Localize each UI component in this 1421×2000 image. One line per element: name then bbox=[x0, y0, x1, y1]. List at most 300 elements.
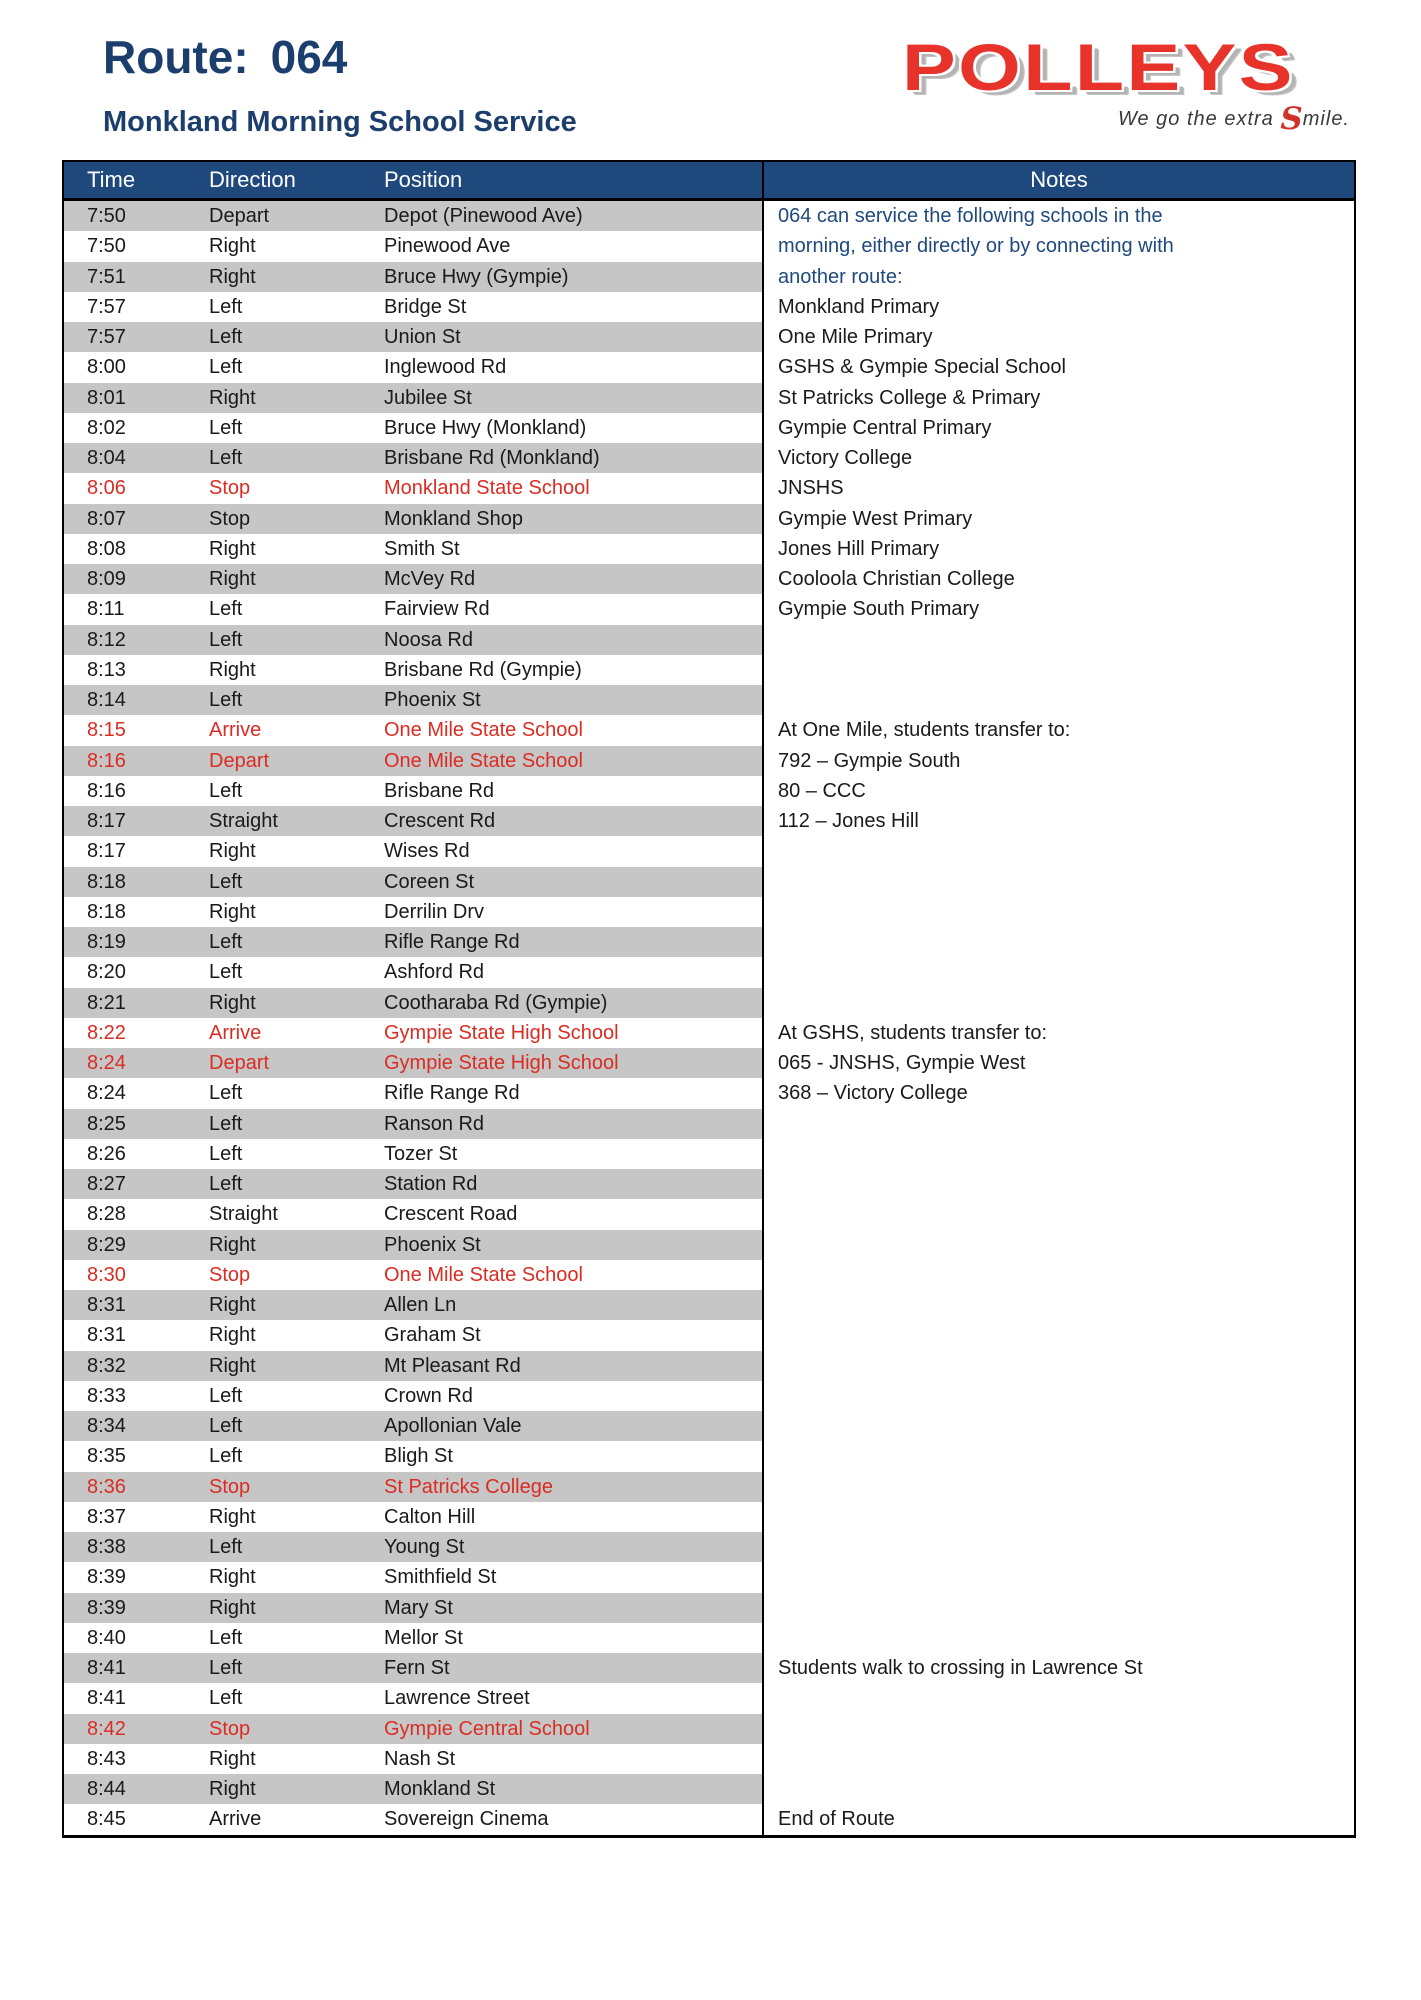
cell-time: 8:39 bbox=[87, 1566, 126, 1589]
cell-note: 792 – Gympie South bbox=[762, 746, 1354, 776]
table-row bbox=[64, 957, 1354, 987]
cell-position: Smithfield St bbox=[384, 1566, 497, 1589]
row-left-group bbox=[64, 1804, 762, 1834]
cell-position: Phoenix St bbox=[384, 689, 481, 711]
cell-direction: Right bbox=[209, 1747, 256, 1770]
cell-direction: Left bbox=[209, 689, 243, 711]
row-left-group bbox=[64, 564, 762, 594]
route-number: 064 bbox=[270, 31, 348, 83]
table-row bbox=[64, 927, 1354, 957]
cell-time: 8:02 bbox=[87, 416, 126, 439]
cell-position: Allen Ln bbox=[384, 1294, 457, 1316]
cell-position: Crown Rd bbox=[384, 1384, 473, 1407]
row-left-group bbox=[64, 1078, 762, 1108]
row-left-group bbox=[64, 1109, 762, 1139]
cell-time: 7:50 bbox=[87, 235, 126, 258]
tagline-prefix: We go the extra bbox=[1117, 108, 1281, 130]
table-row bbox=[64, 504, 1354, 534]
table-row bbox=[64, 1744, 1354, 1774]
cell-time: 8:33 bbox=[87, 1384, 126, 1407]
cell-position: Monkland St bbox=[384, 1778, 496, 1800]
cell-position: Sovereign Cinema bbox=[384, 1808, 549, 1831]
cell-position: Crescent Rd bbox=[384, 810, 496, 832]
cell-time: 8:34 bbox=[87, 1415, 126, 1437]
cell-time: 8:00 bbox=[87, 356, 126, 379]
cell-direction: Straight bbox=[209, 1203, 278, 1226]
table-row bbox=[64, 836, 1354, 866]
row-left-group bbox=[64, 1502, 762, 1532]
cell-time: 8:18 bbox=[87, 870, 126, 893]
cell-note bbox=[762, 1320, 1354, 1350]
cell-note bbox=[762, 1230, 1354, 1260]
table-row bbox=[64, 1109, 1354, 1139]
cell-position: Depot (Pinewood Ave) bbox=[384, 205, 583, 227]
cell-position: Rifle Range Rd bbox=[384, 931, 520, 953]
cell-note: 064 can service the following schools in the bbox=[762, 201, 1354, 231]
cell-position: Monkland Shop bbox=[384, 507, 523, 530]
table-row bbox=[64, 1804, 1354, 1834]
cell-direction: Stop bbox=[209, 1475, 251, 1498]
cell-note: End of Route bbox=[762, 1804, 1354, 1834]
cell-position: Inglewood Rd bbox=[384, 356, 507, 379]
cell-time: 8:19 bbox=[87, 931, 126, 953]
row-left-group bbox=[64, 594, 762, 624]
row-left-group bbox=[64, 867, 762, 897]
cell-note: another route: bbox=[762, 262, 1354, 292]
cell-note bbox=[762, 1774, 1354, 1804]
cell-direction: Left bbox=[209, 326, 243, 348]
row-left-group bbox=[64, 655, 762, 685]
cell-position: Bridge St bbox=[384, 295, 467, 318]
cell-time: 8:16 bbox=[87, 779, 126, 802]
cell-note bbox=[762, 1411, 1354, 1441]
table-row bbox=[64, 1774, 1354, 1804]
cell-direction: Left bbox=[209, 416, 243, 439]
cell-time: 8:29 bbox=[87, 1233, 126, 1256]
table-row bbox=[64, 1351, 1354, 1381]
cell-direction: Right bbox=[209, 1324, 256, 1347]
row-left-group bbox=[64, 927, 762, 957]
cell-position: Derrilin Drv bbox=[384, 900, 484, 923]
cell-position: Bruce Hwy (Monkland) bbox=[384, 416, 587, 439]
cell-note bbox=[762, 867, 1354, 897]
row-left-group bbox=[64, 413, 762, 443]
cell-note bbox=[762, 1381, 1354, 1411]
cell-time: 7:57 bbox=[87, 295, 126, 318]
cell-note bbox=[762, 1593, 1354, 1623]
cell-note: 80 – CCC bbox=[762, 776, 1354, 806]
cell-note: 368 – Victory College bbox=[762, 1078, 1354, 1108]
cell-time: 8:45 bbox=[87, 1808, 126, 1831]
cell-note bbox=[762, 1714, 1354, 1744]
cell-time: 8:21 bbox=[87, 991, 126, 1014]
cell-position: Jubilee St bbox=[384, 386, 472, 409]
cell-position: Pinewood Ave bbox=[384, 235, 511, 258]
cell-time: 7:51 bbox=[87, 265, 126, 288]
table-row bbox=[64, 1593, 1354, 1623]
cell-direction: Depart bbox=[209, 205, 270, 227]
cell-direction: Depart bbox=[209, 749, 270, 772]
row-left-group bbox=[64, 1018, 762, 1048]
cell-time: 8:25 bbox=[87, 1112, 126, 1135]
cell-position: Smith St bbox=[384, 537, 460, 560]
cell-time: 8:41 bbox=[87, 1687, 126, 1710]
cell-position: Rifle Range Rd bbox=[384, 1082, 520, 1105]
cell-time: 8:24 bbox=[87, 1052, 126, 1074]
cell-note bbox=[762, 1441, 1354, 1471]
cell-note bbox=[762, 1562, 1354, 1592]
row-left-group bbox=[64, 988, 762, 1018]
cell-direction: Left bbox=[209, 1384, 243, 1407]
cell-position: Lawrence Street bbox=[384, 1687, 530, 1710]
cell-direction: Left bbox=[209, 961, 243, 984]
row-left-group bbox=[64, 1230, 762, 1260]
column-header-position: Position bbox=[384, 167, 463, 192]
cell-note: morning, either directly or by connecting with bbox=[762, 231, 1354, 261]
row-left-group bbox=[64, 262, 762, 292]
row-left-group bbox=[64, 625, 762, 655]
cell-position: Gympie State High School bbox=[384, 1021, 619, 1044]
cell-direction: Left bbox=[209, 356, 243, 379]
cell-time: 8:32 bbox=[87, 1354, 126, 1377]
cell-note: Cooloola Christian College bbox=[762, 564, 1354, 594]
cell-direction: Right bbox=[209, 900, 256, 923]
cell-note: 065 - JNSHS, Gympie West bbox=[762, 1048, 1354, 1078]
cell-time: 8:17 bbox=[87, 810, 126, 832]
table-row bbox=[64, 594, 1354, 624]
cell-position: Apollonian Vale bbox=[384, 1415, 522, 1437]
cell-note: Monkland Primary bbox=[762, 292, 1354, 322]
cell-note bbox=[762, 988, 1354, 1018]
table-row bbox=[64, 473, 1354, 503]
cell-direction: Straight bbox=[209, 810, 278, 832]
table-row bbox=[64, 262, 1354, 292]
table-row bbox=[64, 1683, 1354, 1713]
cell-time: 8:15 bbox=[87, 719, 126, 742]
table-row bbox=[64, 685, 1354, 715]
row-left-group bbox=[64, 1623, 762, 1653]
column-header-direction: Direction bbox=[209, 167, 296, 192]
cell-direction: Left bbox=[209, 447, 243, 469]
brand-logo-block bbox=[902, 30, 1350, 137]
cell-direction: Left bbox=[209, 1536, 243, 1558]
row-left-group bbox=[64, 383, 762, 413]
cell-note: At GSHS, students transfer to: bbox=[762, 1018, 1354, 1048]
column-header-time: Time bbox=[87, 167, 136, 192]
row-left-group bbox=[64, 504, 762, 534]
cell-note bbox=[762, 1109, 1354, 1139]
cell-position: Wises Rd bbox=[384, 840, 470, 863]
cell-time: 8:01 bbox=[87, 386, 126, 409]
cell-direction: Left bbox=[209, 1687, 243, 1710]
cell-position: Brisbane Rd (Monkland) bbox=[384, 447, 600, 469]
row-left-group bbox=[64, 443, 762, 473]
cell-position: Fern St bbox=[384, 1657, 450, 1679]
cell-direction: Arrive bbox=[209, 1808, 262, 1831]
table-row bbox=[64, 1199, 1354, 1229]
cell-time: 8:39 bbox=[87, 1596, 126, 1619]
row-left-group bbox=[64, 231, 762, 261]
table-row bbox=[64, 625, 1354, 655]
row-left-group bbox=[64, 1472, 762, 1502]
row-left-group bbox=[64, 715, 762, 745]
row-left-group bbox=[64, 1744, 762, 1774]
cell-note: Gympie Central Primary bbox=[762, 413, 1354, 443]
row-left-group bbox=[64, 1532, 762, 1562]
table-row bbox=[64, 292, 1354, 322]
table-row bbox=[64, 1320, 1354, 1350]
cell-direction: Right bbox=[209, 1505, 256, 1528]
cell-time: 8:41 bbox=[87, 1657, 126, 1679]
cell-note: One Mile Primary bbox=[762, 322, 1354, 352]
tagline-suffix: mile. bbox=[1302, 108, 1350, 130]
cell-time: 8:31 bbox=[87, 1294, 126, 1316]
cell-note: Jones Hill Primary bbox=[762, 534, 1354, 564]
cell-position: Graham St bbox=[384, 1324, 481, 1347]
row-left-group bbox=[64, 1774, 762, 1804]
row-left-group bbox=[64, 534, 762, 564]
table-row bbox=[64, 1018, 1354, 1048]
cell-direction: Left bbox=[209, 870, 243, 893]
cell-note bbox=[762, 655, 1354, 685]
schedule-table bbox=[62, 160, 1356, 1838]
row-left-group bbox=[64, 352, 762, 382]
cell-note bbox=[762, 1472, 1354, 1502]
cell-direction: Right bbox=[209, 235, 256, 258]
row-left-group bbox=[64, 1562, 762, 1592]
table-row bbox=[64, 746, 1354, 776]
table-row bbox=[64, 655, 1354, 685]
cell-time: 8:24 bbox=[87, 1082, 126, 1105]
row-left-group bbox=[64, 1441, 762, 1471]
cell-time: 8:43 bbox=[87, 1747, 126, 1770]
row-left-group bbox=[64, 1351, 762, 1381]
table-row bbox=[64, 1714, 1354, 1744]
cell-position: Bligh St bbox=[384, 1445, 453, 1468]
cell-position: Brisbane Rd bbox=[384, 779, 495, 802]
cell-time: 7:50 bbox=[87, 205, 126, 227]
cell-note: GSHS & Gympie Special School bbox=[762, 352, 1354, 382]
row-left-group bbox=[64, 1260, 762, 1290]
cell-time: 8:42 bbox=[87, 1717, 126, 1740]
row-left-group bbox=[64, 836, 762, 866]
cell-time: 8:04 bbox=[87, 447, 126, 469]
cell-position: Brisbane Rd (Gympie) bbox=[384, 658, 582, 681]
row-left-group bbox=[64, 1320, 762, 1350]
cell-position: Calton Hill bbox=[384, 1505, 476, 1528]
row-left-group bbox=[64, 473, 762, 503]
cell-position: Station Rd bbox=[384, 1173, 478, 1195]
cell-note: Gympie West Primary bbox=[762, 504, 1354, 534]
row-left-group bbox=[64, 806, 762, 836]
cell-note bbox=[762, 1199, 1354, 1229]
cell-time: 8:13 bbox=[87, 658, 126, 681]
page-subtitle: Monkland Morning School Service bbox=[103, 106, 577, 138]
cell-note bbox=[762, 1351, 1354, 1381]
cell-note bbox=[762, 1260, 1354, 1290]
cell-note: Gympie South Primary bbox=[762, 594, 1354, 624]
row-left-group bbox=[64, 1714, 762, 1744]
table-row bbox=[64, 564, 1354, 594]
cell-position: Nash St bbox=[384, 1747, 456, 1770]
cell-note bbox=[762, 1502, 1354, 1532]
cell-time: 8:22 bbox=[87, 1021, 126, 1044]
cell-note bbox=[762, 1139, 1354, 1169]
route-label: Route: bbox=[103, 31, 249, 83]
table-row bbox=[64, 1623, 1354, 1653]
cell-position: Coreen St bbox=[384, 870, 475, 893]
cell-direction: Left bbox=[209, 1082, 243, 1105]
cell-time: 8:09 bbox=[87, 568, 126, 590]
cell-time: 8:11 bbox=[87, 598, 125, 621]
table-row bbox=[64, 1653, 1354, 1683]
cell-direction: Left bbox=[209, 1445, 243, 1468]
cell-note: At One Mile, students transfer to: bbox=[762, 715, 1354, 745]
table-row bbox=[64, 443, 1354, 473]
cell-position: One Mile State School bbox=[384, 749, 583, 772]
cell-direction: Arrive bbox=[209, 719, 262, 742]
cell-direction: Depart bbox=[209, 1052, 270, 1074]
cell-position: One Mile State School bbox=[384, 719, 583, 742]
cell-time: 8:27 bbox=[87, 1173, 126, 1195]
cell-position: Mt Pleasant Rd bbox=[384, 1354, 521, 1377]
cell-direction: Arrive bbox=[209, 1021, 262, 1044]
cell-position: Gympie State High School bbox=[384, 1052, 619, 1074]
cell-note bbox=[762, 685, 1354, 715]
row-left-group bbox=[64, 322, 762, 352]
cell-direction: Left bbox=[209, 628, 243, 651]
cell-position: Crescent Road bbox=[384, 1203, 518, 1226]
cell-direction: Right bbox=[209, 658, 256, 681]
cell-position: McVey Rd bbox=[384, 568, 476, 590]
table-row bbox=[64, 352, 1354, 382]
cell-time: 8:40 bbox=[87, 1626, 126, 1649]
cell-direction: Left bbox=[209, 1626, 243, 1649]
cell-direction: Right bbox=[209, 386, 256, 409]
cell-time: 8:20 bbox=[87, 961, 126, 984]
table-header bbox=[64, 162, 1354, 201]
row-left-group bbox=[64, 1139, 762, 1169]
cell-position: One Mile State School bbox=[384, 1263, 583, 1286]
cell-time: 8:12 bbox=[87, 628, 126, 651]
table-row bbox=[64, 867, 1354, 897]
cell-position: Fairview Rd bbox=[384, 598, 490, 621]
table-row bbox=[64, 1290, 1354, 1320]
table-row bbox=[64, 715, 1354, 745]
cell-position: Mary St bbox=[384, 1596, 453, 1619]
cell-note bbox=[762, 1532, 1354, 1562]
cell-direction: Stop bbox=[209, 477, 251, 500]
table-row bbox=[64, 1048, 1354, 1078]
cell-direction: Left bbox=[209, 295, 243, 318]
table-row bbox=[64, 897, 1354, 927]
cell-position: Young St bbox=[384, 1536, 465, 1558]
cell-position: Ashford Rd bbox=[384, 961, 485, 984]
row-left-group bbox=[64, 1169, 762, 1199]
row-left-group bbox=[64, 776, 762, 806]
column-header-notes: Notes bbox=[762, 162, 1354, 198]
table-row bbox=[64, 806, 1354, 836]
cell-position: St Patricks College bbox=[384, 1475, 553, 1498]
table-row bbox=[64, 1562, 1354, 1592]
row-left-group bbox=[64, 957, 762, 987]
row-left-group bbox=[64, 897, 762, 927]
cell-note bbox=[762, 897, 1354, 927]
cell-note bbox=[762, 1744, 1354, 1774]
cell-direction: Left bbox=[209, 1657, 243, 1679]
cell-note: St Patricks College & Primary bbox=[762, 383, 1354, 413]
table-row bbox=[64, 1441, 1354, 1471]
table-row bbox=[64, 1078, 1354, 1108]
cell-note bbox=[762, 625, 1354, 655]
table-row bbox=[64, 1472, 1354, 1502]
cell-position: Monkland State School bbox=[384, 477, 590, 500]
row-left-group bbox=[64, 1048, 762, 1078]
cell-time: 8:35 bbox=[87, 1445, 126, 1468]
cell-direction: Right bbox=[209, 1233, 256, 1256]
cell-time: 7:57 bbox=[87, 326, 126, 348]
cell-time: 8:08 bbox=[87, 537, 126, 560]
page-title-block bbox=[103, 30, 577, 139]
tagline-red-s: S bbox=[1280, 101, 1304, 137]
cell-direction: Right bbox=[209, 537, 256, 560]
cell-time: 8:16 bbox=[87, 749, 126, 772]
row-left-group bbox=[64, 1683, 762, 1713]
row-left-group bbox=[64, 1653, 762, 1683]
cell-note bbox=[762, 957, 1354, 987]
table-row bbox=[64, 1502, 1354, 1532]
cell-position: Ranson Rd bbox=[384, 1112, 485, 1135]
cell-direction: Stop bbox=[209, 507, 251, 530]
cell-direction: Left bbox=[209, 931, 243, 953]
polleys-logo: POLLEYS bbox=[902, 30, 1295, 104]
row-left-group bbox=[64, 1199, 762, 1229]
cell-direction: Right bbox=[209, 265, 256, 288]
cell-direction: Left bbox=[209, 1415, 243, 1437]
cell-position: Bruce Hwy (Gympie) bbox=[384, 265, 569, 288]
cell-time: 8:17 bbox=[87, 840, 126, 863]
cell-direction: Right bbox=[209, 568, 256, 590]
table-row bbox=[64, 1230, 1354, 1260]
cell-direction: Right bbox=[209, 1566, 256, 1589]
cell-position: Noosa Rd bbox=[384, 628, 473, 651]
table-row bbox=[64, 1381, 1354, 1411]
cell-note bbox=[762, 927, 1354, 957]
table-row bbox=[64, 1169, 1354, 1199]
cell-position: Gympie Central School bbox=[384, 1717, 590, 1740]
cell-note: 112 – Jones Hill bbox=[762, 806, 1354, 836]
page-title bbox=[103, 30, 577, 84]
cell-direction: Right bbox=[209, 1294, 256, 1316]
table-row bbox=[64, 1139, 1354, 1169]
cell-position: Cootharaba Rd (Gympie) bbox=[384, 991, 608, 1014]
row-left-group bbox=[64, 746, 762, 776]
cell-note: JNSHS bbox=[762, 473, 1354, 503]
cell-direction: Right bbox=[209, 991, 256, 1014]
cell-time: 8:26 bbox=[87, 1142, 126, 1165]
cell-time: 8:14 bbox=[87, 689, 126, 711]
cell-direction: Left bbox=[209, 1173, 243, 1195]
cell-note: Students walk to crossing in Lawrence St bbox=[762, 1653, 1354, 1683]
table-row bbox=[64, 1532, 1354, 1562]
cell-time: 8:06 bbox=[87, 477, 126, 500]
table-body bbox=[64, 201, 1354, 1835]
table-row bbox=[64, 231, 1354, 261]
cell-time: 8:30 bbox=[87, 1263, 126, 1286]
cell-time: 8:37 bbox=[87, 1505, 126, 1528]
table-row bbox=[64, 322, 1354, 352]
cell-time: 8:38 bbox=[87, 1536, 126, 1558]
